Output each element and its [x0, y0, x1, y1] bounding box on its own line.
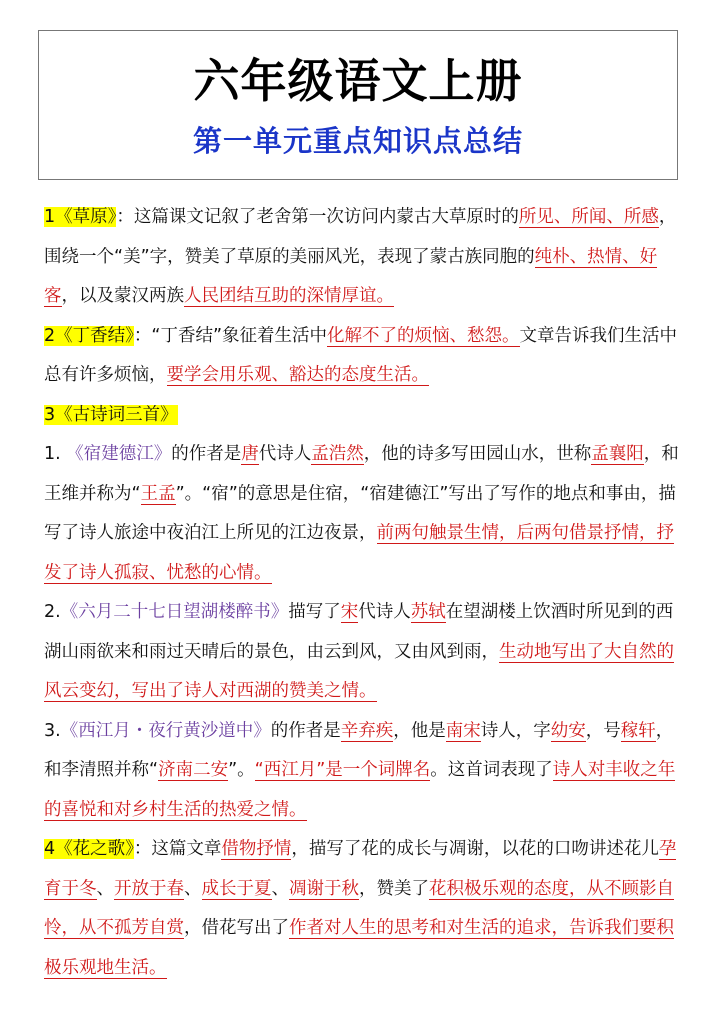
body-text: 描写了: [288, 602, 341, 622]
body-text: ：这篇文章: [133, 839, 222, 859]
body-text: 在望湖楼上饮酒时所见到的西湖山雨欲来和雨过天晴后的景色，由云到风，又由风到雨，: [44, 602, 674, 662]
body-text: 。这首词表现了: [430, 760, 553, 780]
key-point-text: 凋谢于秋: [289, 878, 359, 899]
page-subtitle: 第一单元重点知识点总结: [192, 124, 523, 158]
body-text: 、: [96, 878, 114, 899]
key-point-text: 生动地写出了大自然的风云变幻，写出了诗人对西湖的赞美之情。: [44, 641, 674, 701]
key-point-text: 化解不了的烦恼、愁怨。: [327, 325, 520, 346]
body-text: 3.: [44, 720, 61, 741]
poem-title: 《六月二十七日望湖楼醉书》: [60, 602, 289, 622]
body-text: 诗人，字: [480, 720, 551, 741]
key-point-text: 诗人对丰收之年的喜悦和对乡村生活的热爱之情。: [44, 760, 676, 820]
body-text: ，号: [585, 720, 621, 741]
key-point-text: 花积极乐观的态度，从不顾影自怜，从不孤芳自赏: [44, 878, 674, 938]
key-point-text: 苏轼: [410, 602, 446, 622]
body-text: ：“丁香结”象征着生活中: [133, 325, 328, 346]
key-point-text: 唐: [241, 444, 259, 464]
body-text: 代诗人: [258, 444, 312, 464]
key-point-text: 济南二安: [158, 760, 229, 780]
body-text: 2.: [44, 602, 61, 622]
key-point-text: 开放于春: [114, 878, 184, 899]
paragraph: [44, 435, 680, 593]
paragraph: [44, 317, 680, 396]
key-point-text: 作者对人生的思考和对生活的追求，告诉我们要积极乐观地生活。: [44, 918, 674, 978]
section-heading: 2《丁香结》: [44, 325, 134, 346]
body-text: 的作者是: [171, 444, 242, 464]
paragraph: [44, 712, 680, 831]
body-text: 的作者是: [270, 720, 341, 741]
notes-content: [44, 198, 680, 988]
key-point-text: 纯朴、热情、好客: [44, 246, 658, 306]
paragraph: [44, 593, 680, 712]
body-text: 、: [271, 878, 289, 899]
body-text: ”。“宿”的意思是住宿，“宿建德江”写出了写作的地点和事由，描写了诗人旅途中夜泊江上所见的江边夜景，: [44, 483, 676, 543]
key-point-text: 辛弃疾: [340, 720, 394, 741]
key-point-text: 借物抒情: [221, 839, 292, 859]
body-text: 1.: [44, 444, 67, 464]
section-heading: 1《草原》: [44, 207, 117, 227]
section-heading: 3《古诗词三首》: [44, 404, 178, 425]
body-text: ，赞美了: [359, 878, 429, 899]
section-heading: 4《花之歌》: [44, 839, 134, 859]
key-point-text: 稼轩: [620, 720, 656, 741]
key-point-text: 成长于夏: [201, 878, 272, 899]
key-point-text: 孟襄阳: [591, 444, 644, 464]
key-point-text: 孕育于冬: [44, 839, 677, 899]
key-point-text: 要学会用乐观、豁达的态度生活。: [166, 365, 429, 385]
body-text: ，围绕一个“美”字，赞美了草原的美丽风光，表现了蒙古族同胞的: [44, 207, 677, 267]
paragraph: [44, 396, 680, 436]
body-text: ，他是: [393, 720, 446, 741]
key-point-text: 人民团结互助的深情厚谊。: [184, 286, 394, 306]
key-point-text: “西江月”是一个词牌名: [254, 760, 431, 780]
body-text: ，和李清照并称“: [44, 720, 674, 780]
body-text: 、: [184, 878, 202, 899]
body-text: ”。: [228, 760, 255, 780]
paragraph: [44, 830, 680, 988]
body-text: ，和王维并称为“: [44, 444, 679, 504]
key-point-text: 幼安: [550, 720, 586, 741]
title-box: [38, 30, 678, 180]
key-point-text: 孟浩然: [311, 444, 364, 464]
body-text: 文章告诉我们生活中总有许多烦恼，: [44, 325, 678, 385]
body-text: ：这篇课文记叙了老舍第一次访问内蒙古大草原时的: [116, 207, 519, 227]
key-point-text: 宋: [340, 602, 359, 622]
page-title: 六年级语文上册: [193, 54, 523, 108]
body-text: ，他的诗多写田园山水，世称: [363, 444, 592, 464]
key-point-text: 前两句触景生情，后两句借景抒情，抒发了诗人孤寂、忧愁的心情。: [44, 523, 674, 583]
key-point-text: 所见、所闻、所感: [518, 207, 659, 227]
body-text: ，以及蒙汉两族: [61, 286, 184, 306]
key-point-text: 南宋: [445, 720, 481, 741]
poem-title: 《宿建德江》: [66, 444, 172, 464]
body-text: ，描写了花的成长与凋谢，以花的口吻讲述花儿: [291, 839, 659, 859]
poem-title: 《西江月・夜行黄沙道中》: [60, 720, 271, 741]
body-text: 代诗人: [358, 602, 411, 622]
body-text: ，借花写出了: [184, 918, 289, 938]
key-point-text: 王孟: [140, 483, 176, 504]
paragraph: [44, 198, 680, 317]
